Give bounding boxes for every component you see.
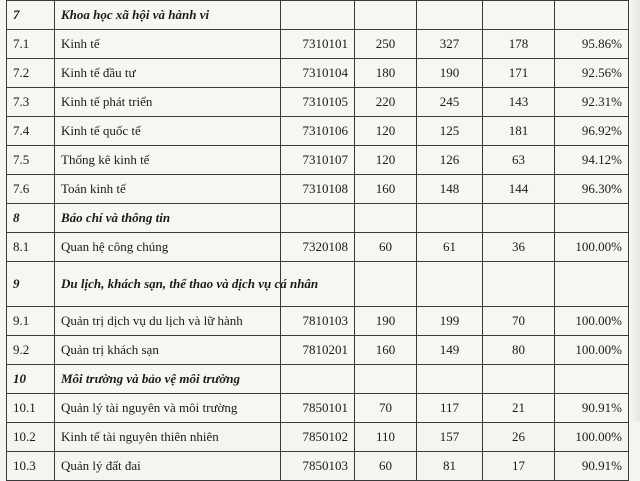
quota-cell: 190 [355,307,417,336]
program-name: Quản lý tài nguyên và môi trường [55,394,281,423]
employment-rate-cell: 90.91% [555,394,629,423]
program-code: 7810201 [281,336,355,365]
quota-cell: 120 [355,117,417,146]
table-row [7,30,629,59]
quota-cell: 120 [355,146,417,175]
employment-rate-cell: 96.92% [555,117,629,146]
section-index: 10 [7,365,55,394]
graduates-cell: 178 [483,30,555,59]
graduates-cell: 70 [483,307,555,336]
row-index: 10.1 [7,394,55,423]
empty-cell [483,204,555,233]
program-code: 7850101 [281,394,355,423]
program-name: Quản trị dịch vụ du lịch và lữ hành [55,307,281,336]
section-title: Khoa học xã hội và hành vi [55,1,281,30]
table-body [7,1,629,481]
employment-rate-cell: 100.00% [555,423,629,452]
graduates-cell: 171 [483,59,555,88]
empty-cell [417,365,483,394]
row-index: 7.2 [7,59,55,88]
section-row [7,1,629,30]
graduates-cell: 63 [483,146,555,175]
program-name: Kinh tế [55,30,281,59]
empty-cell [555,262,629,307]
table-row [7,394,629,423]
graduates-cell: 17 [483,452,555,481]
employment-rate-cell: 95.86% [555,30,629,59]
program-name: Quản trị khách sạn [55,336,281,365]
program-code: 7310104 [281,59,355,88]
section-row [7,204,629,233]
quota-cell: 250 [355,30,417,59]
program-code: 7310105 [281,88,355,117]
employment-rate-cell: 90.91% [555,452,629,481]
program-name: Kinh tế phát triển [55,88,281,117]
admitted-cell: 149 [417,336,483,365]
section-row [7,262,629,307]
row-index: 7.5 [7,146,55,175]
program-code: 7310101 [281,30,355,59]
program-name: Quan hệ công chúng [55,233,281,262]
admitted-cell: 157 [417,423,483,452]
graduates-cell: 144 [483,175,555,204]
section-title: Báo chí và thông tin [55,204,281,233]
row-index: 8.1 [7,233,55,262]
program-code: 7810103 [281,307,355,336]
row-index: 9.1 [7,307,55,336]
quota-cell: 60 [355,452,417,481]
quota-cell: 110 [355,423,417,452]
employment-rate-cell: 94.12% [555,146,629,175]
empty-cell [483,365,555,394]
quota-cell: 160 [355,175,417,204]
program-code: 7850103 [281,452,355,481]
admitted-cell: 125 [417,117,483,146]
row-index: 10.3 [7,452,55,481]
program-name: Kinh tế đầu tư [55,59,281,88]
admitted-cell: 245 [417,88,483,117]
table-row [7,175,629,204]
section-index: 7 [7,1,55,30]
empty-cell [355,1,417,30]
employment-rate-cell: 96.30% [555,175,629,204]
page-edge-shadow [630,0,640,422]
graduates-cell: 181 [483,117,555,146]
program-name: Thống kê kinh tế [55,146,281,175]
empty-cell [355,204,417,233]
employment-rate-cell: 92.31% [555,88,629,117]
empty-cell [417,204,483,233]
table-row [7,146,629,175]
quota-cell: 70 [355,394,417,423]
table-row [7,307,629,336]
table-row [7,452,629,481]
quota-cell: 60 [355,233,417,262]
row-index: 7.3 [7,88,55,117]
empty-cell [355,262,417,307]
empty-cell [483,1,555,30]
row-index: 7.1 [7,30,55,59]
table-row [7,423,629,452]
row-index: 9.2 [7,336,55,365]
program-name: Kinh tế tài nguyên thiên nhiên [55,423,281,452]
program-name: Quản lý đất đai [55,452,281,481]
empty-cell [281,365,355,394]
program-code: 7320108 [281,233,355,262]
quota-cell: 220 [355,88,417,117]
program-code: 7850102 [281,423,355,452]
table-row [7,233,629,262]
section-title: Môi trường và bảo vệ môi trường [55,365,281,394]
graduates-cell: 80 [483,336,555,365]
enrollment-table [6,0,629,481]
program-name: Kinh tế quốc tế [55,117,281,146]
graduates-cell: 143 [483,88,555,117]
employment-rate-cell: 100.00% [555,336,629,365]
empty-cell [417,1,483,30]
empty-cell [281,1,355,30]
empty-cell [555,1,629,30]
employment-rate-cell: 92.56% [555,59,629,88]
empty-cell [555,204,629,233]
section-index: 8 [7,204,55,233]
graduates-cell: 26 [483,423,555,452]
admitted-cell: 190 [417,59,483,88]
empty-cell [417,262,483,307]
admitted-cell: 199 [417,307,483,336]
table-row [7,336,629,365]
table-row [7,59,629,88]
graduates-cell: 36 [483,233,555,262]
admitted-cell: 126 [417,146,483,175]
empty-cell [483,262,555,307]
program-code: 7310106 [281,117,355,146]
program-name: Toán kinh tế [55,175,281,204]
table-row [7,88,629,117]
admitted-cell: 327 [417,30,483,59]
quota-cell: 160 [355,336,417,365]
admitted-cell: 61 [417,233,483,262]
program-code: 7310107 [281,146,355,175]
graduates-cell: 21 [483,394,555,423]
row-index: 7.4 [7,117,55,146]
admitted-cell: 81 [417,452,483,481]
employment-rate-cell: 100.00% [555,233,629,262]
row-index: 10.2 [7,423,55,452]
quota-cell: 180 [355,59,417,88]
section-title: Du lịch, khách sạn, thể thao và dịch vụ cá nhân [55,262,281,307]
table-row [7,117,629,146]
section-row [7,365,629,394]
program-code: 7310108 [281,175,355,204]
empty-cell [281,204,355,233]
admitted-cell: 148 [417,175,483,204]
row-index: 7.6 [7,175,55,204]
admitted-cell: 117 [417,394,483,423]
empty-cell [555,365,629,394]
section-index: 9 [7,262,55,307]
employment-rate-cell: 100.00% [555,307,629,336]
empty-cell [355,365,417,394]
